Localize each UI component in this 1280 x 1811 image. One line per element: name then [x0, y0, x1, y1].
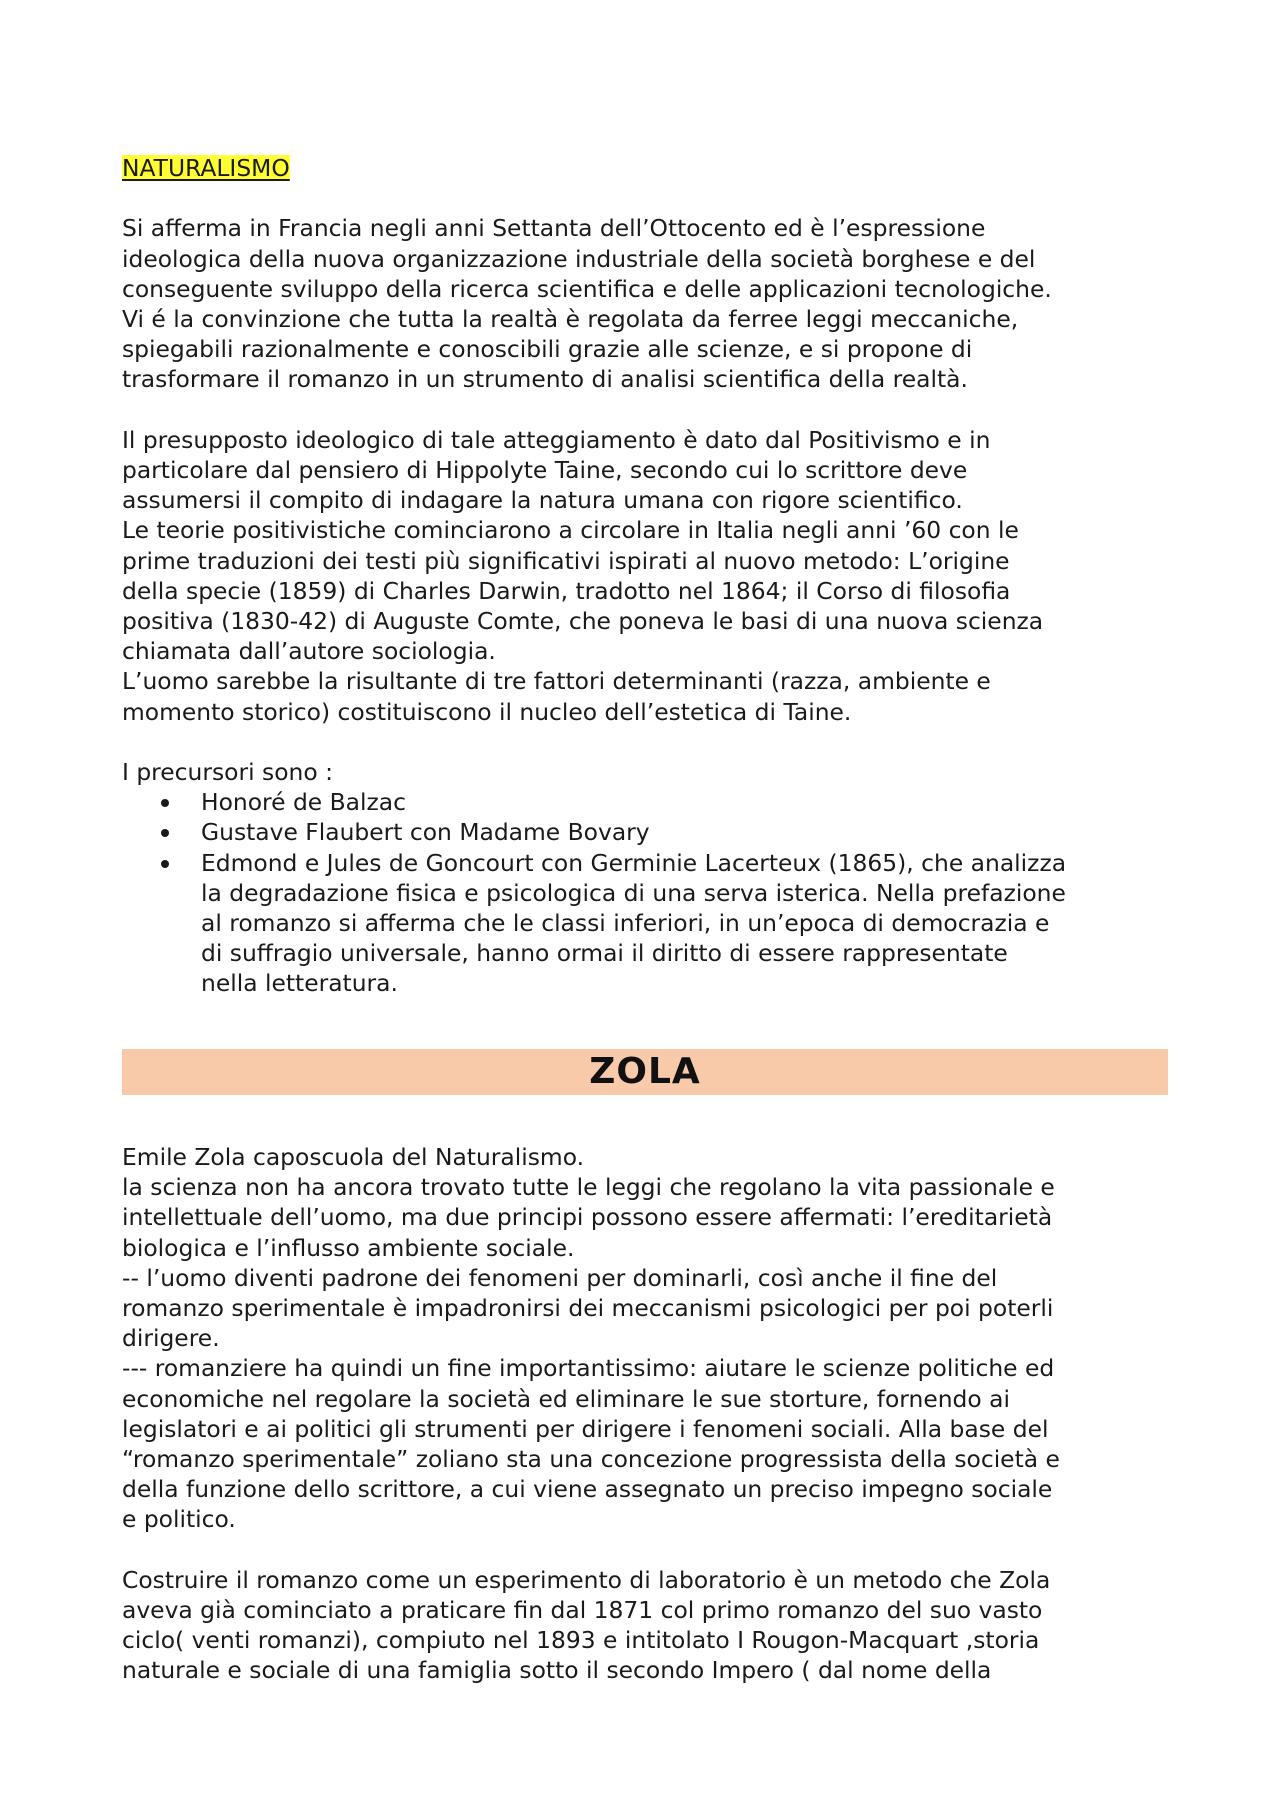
text-line: di suffragio universale, hanno ormai il diritto di essere rappresentate: [201, 939, 1008, 968]
text-line: spiegabili razionalmente e conoscibili grazie alle scienze, e si propone di: [122, 335, 973, 364]
text-line: la degradazione fisica e psicologica di una serva isterica. Nella prefazione: [201, 878, 1066, 907]
spacer: [122, 727, 1170, 757]
text-line: Si afferma in Francia negli anni Settanta dell’Ottocento ed è l’espressione: [122, 214, 986, 243]
list-item: [122, 787, 1170, 817]
text-line: dirigere.: [122, 1324, 220, 1353]
section-heading-naturalismo: NATURALISMO: [122, 154, 290, 182]
spacer: [122, 183, 1170, 213]
text-line: assumersi il compito di indagare la natura umana con rigore scientifico.: [122, 486, 963, 515]
text-line: particolare dal pensiero di Hippolyte Taine, secondo cui lo scrittore deve: [122, 456, 968, 484]
text-line: prime traduzioni dei testi più significativi ispirati al nuovo metodo: L’origine: [122, 546, 1010, 575]
text-line: positiva (1830-42) di Auguste Comte, che poneva le basi di una nuova scienza: [122, 607, 1044, 636]
text-line: Le teorie positivistiche cominciarono a circolare in Italia negli anni ’60 con le: [122, 516, 1019, 545]
paragraph-zola-scienza: [122, 1142, 1182, 1535]
text-line: chiamata dall’autore sociologia.: [122, 637, 496, 666]
spacer: [122, 1535, 1182, 1565]
text-line: romanzo sperimentale è impadronirsi dei meccanismi psicologici per poi poterli: [122, 1294, 1054, 1323]
zola-heading-band: [122, 1049, 1168, 1095]
bullet-icon: [161, 860, 169, 868]
text-line: Costruire il romanzo come un esperimento di laboratorio è un metodo che Zola: [122, 1565, 1051, 1594]
text-line: intellettuale dell’uomo, ma due principi possono essere affermati: l’ereditarietà: [122, 1203, 1053, 1232]
text-line: Honoré de Balzac: [201, 788, 406, 817]
bullet-icon: [161, 829, 169, 837]
precursors-intro: I precursori sono :: [122, 758, 333, 787]
bullet-icon: [161, 799, 169, 807]
text-line: della specie (1859) di Charles Darwin, tradotto nel 1864; il Corso di filosofia: [122, 576, 1011, 605]
text-line: ciclo( venti romanzi), compiuto nel 1893 e intitolato I Rougon-Macquart ,storia: [122, 1626, 1040, 1655]
text-line: al romanzo si afferma che le classi inferiori, in un’epoca di democrazia e: [201, 909, 1050, 938]
text-line: momento storico) costituiscono il nucleo dell’estetica di Taine.: [122, 697, 852, 726]
text-line: --- romanziere ha quindi un fine importantissimo: aiutare le scienze politiche ed: [122, 1354, 1055, 1383]
text-line: e politico.: [122, 1505, 236, 1534]
text-line: conseguente sviluppo della ricerca scientifica e delle applicazioni tecnologiche.: [122, 274, 1052, 303]
text-line: economiche nel regolare la società ed eliminare le sue storture, fornendo ai: [122, 1384, 1010, 1413]
text-line: Gustave Flaubert con Madame Bovary: [201, 818, 650, 847]
spacer: [122, 395, 1170, 425]
text-line: trasformare il romanzo in un strumento di analisi scientifica della realtà.: [122, 365, 968, 394]
text-line: Il presupposto ideologico di tale atteggiamento è dato dal Positivismo e in: [122, 425, 991, 454]
text-line: naturale e sociale di una famiglia sotto il secondo Impero ( dal nome della: [122, 1656, 992, 1685]
text-line: -- l’uomo diventi padrone dei fenomeni per dominarli, così anche il fine del: [122, 1263, 998, 1292]
precursors-list: [122, 787, 1170, 998]
text-line: biologica e l’influsso ambiente sociale.: [122, 1233, 575, 1262]
text-line: la scienza non ha ancora trovato tutte le leggi che regolano la vita passionale e: [122, 1173, 1055, 1202]
paragraph-intro: [122, 213, 1170, 394]
section-heading-zola: ZOLA: [589, 1051, 701, 1092]
text-line: Emile Zola caposcuola del Naturalismo.: [122, 1143, 585, 1171]
list-item: [122, 848, 1170, 999]
text-line: ideologica della nuova organizzazione industriale della società borghese e del: [122, 244, 1036, 273]
naturalismo-section: [122, 153, 1170, 999]
zola-section: [122, 1142, 1182, 1686]
text-line: legislatori e ai politici gli strumenti per dirigere i fenomeni sociali. Alla base del: [122, 1414, 1049, 1443]
text-line: della funzione dello scrittore, a cui viene assegnato un preciso impegno sociale: [122, 1475, 1053, 1504]
paragraph-zola-romanzo: [122, 1565, 1182, 1686]
text-line: Vi é la convinzione che tutta la realtà è regolata da ferree leggi meccaniche,: [122, 305, 1019, 333]
text-line: nella letteratura.: [201, 969, 398, 998]
text-line: “romanzo sperimentale” zoliano sta una concezione progressista della società e: [122, 1445, 1060, 1474]
list-item: [122, 817, 1170, 847]
text-line: L’uomo sarebbe la risultante di tre fattori determinanti (razza, ambiente e: [122, 667, 991, 696]
paragraph-positivismo: [122, 425, 1170, 727]
text-line: Edmond e Jules de Goncourt con Germinie Lacerteux (1865), che analizza: [201, 848, 1067, 877]
text-line: aveva già cominciato a praticare fin dal 1871 col primo romanzo del suo vasto: [122, 1596, 1043, 1625]
